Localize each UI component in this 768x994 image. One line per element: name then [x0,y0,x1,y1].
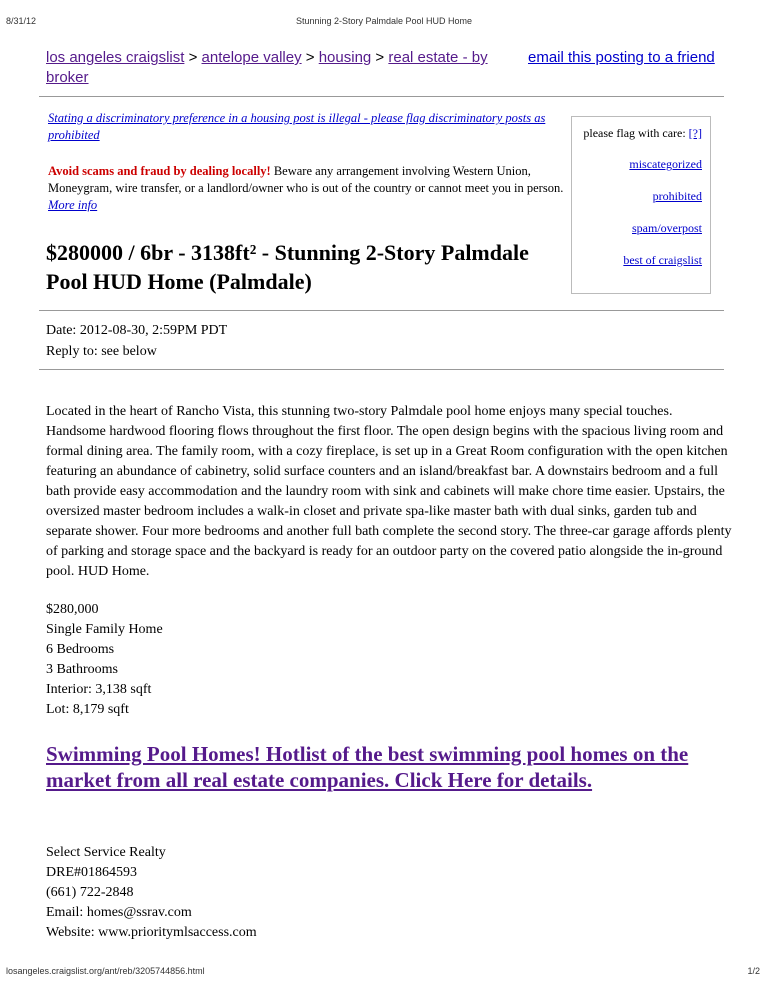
print-date: 8/31/12 [6,16,37,26]
flag-spam-link[interactable]: spam/overpost [632,221,702,235]
flag-label: please flag with care: [583,126,686,140]
flag-best-of-link[interactable]: best of craigslist [623,253,702,267]
contact-website: Website: www.prioritymlsaccess.com [46,925,257,940]
fact-interior: Interior: 3,138 sqft [46,682,152,697]
divider [39,310,724,311]
fact-type: Single Family Home [46,622,163,637]
discrimination-warning-link[interactable]: Stating a discriminatory preference in a housing post is illegal - please flag discriminatory posts as prohibited [48,111,546,142]
posting-date: Date: 2012-08-30, 2:59PM PDT [46,323,228,338]
breadcrumb-separator: > [188,49,198,66]
posting-description: Located in the heart of Rancho Vista, this stunning two-story Palmdale pool home enjoys many special touches. Handsome hardwood flooring flows throughout the first floor. The open design begins with the spacious living room and formal dining area. The family room, with a cozy fireplace, is set up in a Great Room configuration with the open kitchen featuring an abundance of cabinetry, solid surface counters and an island/breakfast bar. A downstairs bedroom and a full bath provide easy accommodation and the laundry room with sink and cabinets will make chore time easier. Upstairs, the oversized master bedroom includes a walk-in closet and private spa-like master bath with dual sinks, garden tub and separate shower. Four more bedrooms and another full bath complete the second story. The three-car garage affords plenty of parking and storage space and the backyard is ready for an outdoor party on the covered patio alongside the in-ground pool. HUD Home. [46,404,732,579]
print-title: Stunning 2-Story Palmdale Pool HUD Home [295,16,473,26]
agent-contact [46,843,257,943]
print-footer-url: losangeles.craigslist.org/ant/reb/3205744856.html [6,966,205,976]
divider [39,369,724,370]
breadcrumb-link-los-angeles[interactable]: los angeles craigslist [46,49,185,66]
email-posting-link[interactable]: email this posting to a friend [528,49,715,66]
breadcrumb-separator: > [375,49,385,66]
scam-notice-text: Beware any arrangement involving Western Union, Moneygram, wire transfer, or a landlord/owner who is out of the country or cannot meet you in person. [48,164,564,195]
contact-company: Select Service Realty [46,845,166,860]
flag-prohibited-link[interactable]: prohibited [652,189,702,203]
flag-label-row [583,126,702,141]
breadcrumb-link-real-estate[interactable]: real estate - by broker [46,49,488,86]
breadcrumb-separator: > [305,49,315,66]
posting-meta [46,320,227,362]
contact-email: Email: homes@ssrav.com [46,905,192,920]
contact-phone: (661) 722-2848 [46,885,134,900]
flag-box [571,116,711,294]
reply-to: Reply to: see below [46,344,157,359]
print-footer-page: 1/2 [747,966,760,976]
fact-lot: Lot: 8,179 sqft [46,702,129,717]
breadcrumb-link-housing[interactable]: housing [318,49,372,66]
scam-notice-bold: Avoid scams and fraud by dealing locally! [48,164,271,178]
contact-license: DRE#01864593 [46,865,137,880]
fact-bathrooms: 3 Bathrooms [46,662,118,677]
breadcrumb-link-antelope-valley[interactable]: antelope valley [201,49,302,66]
breadcrumb [46,48,516,88]
pool-homes-promo-link[interactable]: Swimming Pool Homes! Hotlist of the best swimming pool homes on the market from all real estate companies. Click Here for details. [46,742,689,792]
flag-miscategorized-link[interactable]: miscategorized [629,157,702,171]
more-info-link[interactable]: More info [48,198,98,212]
flag-help-link[interactable]: [?] [688,126,702,140]
fact-price: $280,000 [46,602,99,617]
property-facts [46,600,163,720]
posting-title: $280000 / 6br - 3138ft² - Stunning 2-Story Palmdale Pool HUD Home (Palmdale) [46,240,529,294]
fact-bedrooms: 6 Bedrooms [46,642,115,657]
scam-notice [48,163,568,214]
divider [39,96,724,97]
